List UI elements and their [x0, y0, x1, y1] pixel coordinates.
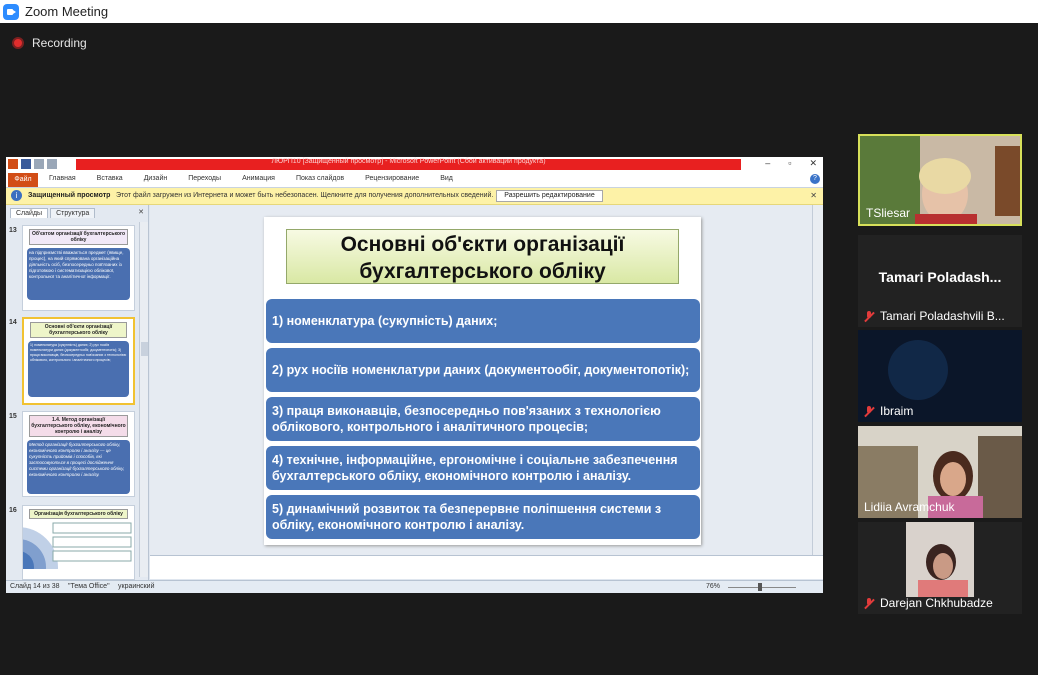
tab-animation[interactable]: Анимация	[242, 175, 275, 182]
participant-tile[interactable]	[858, 426, 1022, 518]
recording-label: Recording	[32, 36, 87, 50]
status-bar	[6, 580, 823, 593]
participant-tile[interactable]	[858, 134, 1022, 226]
tab-slides[interactable]: Слайды	[10, 208, 48, 218]
participant-name: Lidiia Avramchuk	[864, 500, 955, 514]
tab-design[interactable]: Дизайн	[143, 175, 168, 182]
close-bar-icon[interactable]: ✕	[810, 191, 817, 200]
language-indicator[interactable]: украинский	[118, 583, 155, 590]
participant-name: TSliesar	[866, 206, 911, 220]
shared-screen	[6, 157, 823, 593]
enable-editing-button[interactable]: Разрешить редактирование	[496, 190, 603, 202]
recording-indicator[interactable]	[12, 36, 87, 50]
slides-panel	[6, 205, 149, 580]
protected-view-bar	[6, 188, 823, 205]
tab-view[interactable]: Вид	[440, 175, 453, 182]
slide-thumbnail[interactable]	[22, 225, 135, 311]
zoom-slider[interactable]	[728, 587, 796, 588]
thumbnail-diagram	[23, 519, 135, 569]
zoom-slider-knob[interactable]	[758, 583, 762, 591]
slide-bullet: 5) динамічний розвиток та безперервне поліпшення системи з обліку, економічного контролю і аналізу.	[266, 495, 700, 539]
thumbnail-title: Основні об'єкти організації бухгалтерського обліку	[30, 322, 127, 338]
thumbnail-number: 14	[9, 319, 17, 326]
redo-icon[interactable]	[47, 159, 57, 169]
undo-icon[interactable]	[34, 159, 44, 169]
tab-transitions[interactable]: Переходы	[188, 175, 222, 182]
panel-tabs	[10, 208, 97, 218]
muted-mic-icon	[864, 598, 874, 609]
protected-view-message[interactable]: Этот файл загружен из Интернета и может быть небезопасен. Щелкните для получения дополнительных сведений.	[116, 192, 494, 199]
window-titlebar	[0, 0, 1038, 23]
window-controls	[765, 158, 817, 169]
ribbon-tabs	[49, 175, 474, 182]
recording-icon	[12, 37, 24, 49]
zoom-logo-icon	[3, 4, 19, 20]
slide-thumbnail[interactable]	[22, 411, 135, 497]
slide-bullet: 4) технічне, інформаційне, ергономічне і соціальне забезпечення бухгалтерського обліку, економічного контролю і аналізу.	[266, 446, 700, 490]
thumbnail-number: 13	[9, 227, 17, 234]
thumbnail-body: Метод організації бухгалтерського обліку, економічного контролю і аналізу — це сукупність прийомів і способів, які застосовуються в процесі дослідження системи організації бухгалтерського обліку, економічного контролю і аналізу.	[27, 440, 130, 494]
slide-counter: Слайд 14 из 38	[10, 583, 60, 590]
ribbon	[6, 172, 823, 188]
participant-name: Darejan Chkhubadze	[864, 596, 993, 610]
muted-mic-icon	[864, 311, 874, 322]
tab-insert[interactable]: Вставка	[96, 175, 123, 182]
muted-mic-icon	[864, 406, 874, 417]
close-icon[interactable]: ✕	[809, 158, 817, 168]
file-tab[interactable]: Файл	[8, 173, 38, 187]
participant-tile[interactable]	[858, 522, 1022, 614]
powerpoint-logo-icon	[8, 159, 18, 169]
ppt-titlebar	[6, 157, 823, 172]
slide-thumbnail-selected[interactable]	[22, 317, 135, 405]
scrollbar-thumb[interactable]	[141, 342, 148, 356]
current-slide	[264, 217, 701, 545]
thumbnail-title: Організація бухгалтерського обліку	[29, 509, 128, 519]
slide-bullet: 2) рух носіїв номенклатури даних (документообіг, документопотік);	[266, 348, 700, 392]
tab-outline[interactable]: Структура	[50, 208, 95, 218]
slide-title	[286, 229, 679, 284]
save-icon[interactable]	[21, 159, 31, 169]
slide-bullet: 1) номенклатура (сукупність) даних;	[266, 299, 700, 343]
slide-bullet: 3) праця виконавців, безпосередньо пов'язаних з технологією облікового, контрольного і аналітичного процесів;	[266, 397, 700, 441]
slide-title-line2: бухгалтерського обліку	[359, 260, 606, 283]
participant-big-name: Tamari Poladash...	[878, 269, 1002, 285]
window-title: Zoom Meeting	[25, 4, 109, 19]
thumbnail-title: 1.4. Метод організації бухгалтерського обліку, економічного контролю і аналізу	[29, 415, 128, 437]
quick-access-toolbar	[8, 159, 57, 169]
participant-tile[interactable]	[858, 235, 1022, 327]
thumbnail-body: 1) номенклатура (сукупність) даних; 2) рух носіїв номенклатури даних (документообіг, документопотік); 3) праця виконавців, безпосередньо пов'язаних з технологією облікового, контрольного і аналітичного процесів;	[28, 341, 129, 397]
thumbnail-title: Об'єктом організації бухгалтерського обліку	[29, 229, 128, 245]
participant-name: Tamari Poladashvili B...	[864, 309, 1005, 323]
slide-scrollbar[interactable]	[812, 205, 823, 555]
theme-name: "Тема Office"	[68, 583, 110, 590]
thumbnail-body: на підприємстві вважається предмет (явище, процес), на який спрямована організаційна діяльність осіб, безпосередньо пов'язаних із підготовкою і систематизацією облікової, контрольної та аналітичної інформації.	[27, 248, 130, 300]
protected-view-label: Защищенный просмотр	[28, 192, 111, 199]
maximize-icon[interactable]: ▫	[788, 158, 792, 168]
zoom-level[interactable]: 76%	[706, 583, 721, 590]
info-icon: i	[11, 190, 22, 201]
participant-name: Ibraim	[864, 404, 913, 418]
slide-thumbnail[interactable]	[22, 505, 135, 580]
thumbnails-scrollbar[interactable]	[139, 222, 148, 577]
panel-close-icon[interactable]: ✕	[138, 209, 144, 216]
tab-slideshow[interactable]: Показ слайдов	[295, 175, 345, 182]
ppt-window-title: ЛЮРП10 [Защищенный просмотр] - Microsoft PowerPoint (Сбой активации продукта)	[271, 158, 546, 165]
notes-pane[interactable]	[150, 555, 823, 579]
slide-canvas	[150, 205, 823, 555]
help-icon[interactable]: ?	[810, 174, 820, 184]
minimize-icon[interactable]: –	[765, 158, 771, 168]
slide-title-line1: Основні об'єкти організації	[340, 233, 625, 256]
thumbnail-number: 16	[9, 507, 17, 514]
tab-home[interactable]: Главная	[49, 175, 76, 182]
participant-tile[interactable]	[858, 330, 1022, 422]
thumbnail-number: 15	[9, 413, 17, 420]
tab-review[interactable]: Рецензирование	[365, 175, 420, 182]
